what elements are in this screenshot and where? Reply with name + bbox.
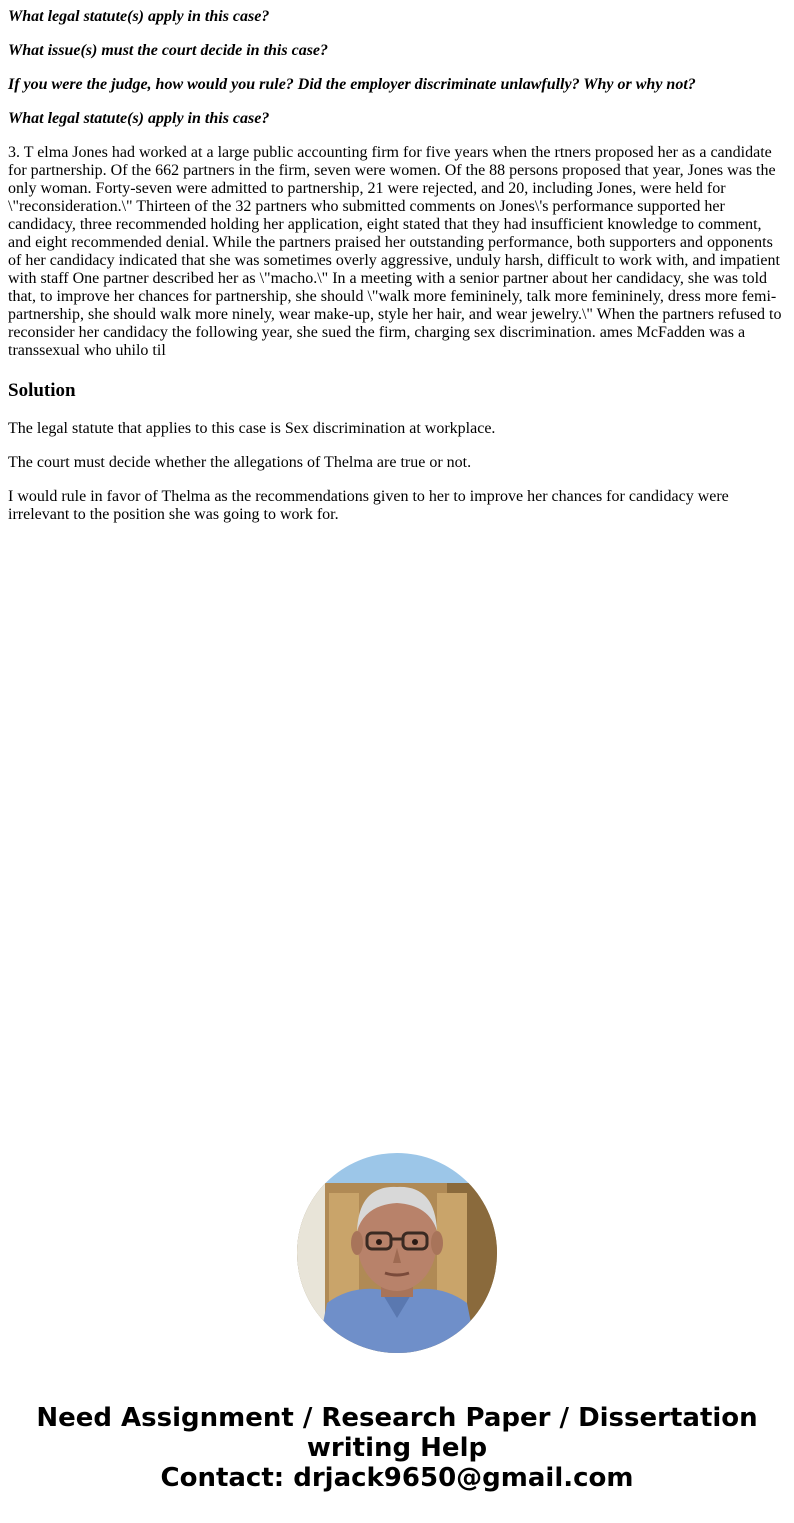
question-issues: What issue(s) must the court decide in this case? xyxy=(8,42,329,59)
document-body xyxy=(8,8,786,540)
avatar-portrait-icon xyxy=(297,1153,497,1353)
answer-issue: The court must decide whether the allegations of Thelma are true or not. xyxy=(8,454,472,471)
question-statutes-repeat: What legal statute(s) apply in this case? xyxy=(8,110,270,127)
promo-contact-email[interactable]: Contact: drjack9650@gmail.com xyxy=(160,1463,634,1493)
question-statutes: What legal statute(s) apply in this case? xyxy=(8,8,270,25)
answer-ruling: I would rule in favor of Thelma as the recommendations given to her to improve her chances for candidacy were irrelevant to the position she was going to work for. xyxy=(8,488,729,523)
contact-banner xyxy=(0,1403,794,1493)
promo-line-1: Need Assignment / Research Paper / Dissertation xyxy=(36,1403,758,1433)
promo-line-2: writing Help xyxy=(306,1433,488,1463)
solution-heading: Solution xyxy=(8,380,76,401)
question-ruling: If you were the judge, how would you rule? Did the employer discriminate unlawfully? Why or why not? xyxy=(8,76,696,93)
answer-statute: The legal statute that applies to this case is Sex discrimination at workplace. xyxy=(8,420,496,437)
case-description: 3. T elma Jones had worked at a large public accounting firm for five years when the rtners proposed her as a candidate for partnership. Of the 662 partners in the firm, seven were women. Of the 88 persons proposed that year, Jones was the only woman. Forty-seven were admitted to partnership, 21 were rejected, and 20, including Jones, were held for \"reconsideration.\" Thirteen of the 32 partners who submitted comments on Jones\'s performance supported her candidacy, three recommended holding her application, eight stated that they had insufficient knowledge to comment, and eight recommended denial. While the partners praised her outstanding performance, both supporters and opponents of her candidacy indicated that she was sometimes overly aggressive, unduly harsh, difficult to work with, and impatient with staff One partner described her as \"macho.\" In a meeting with a senior partner about her candidacy, she was told that, to improve her chances for partnership, she should \"walk more femininely, talk more femininely, dress more femi- partnership, she should walk more ninely, wear make-up, style her hair, and wear jewelry.\" When the partners refused to reconsider her candidacy the following year, she sued the firm, charging sex discrimination. ames McFadden was a transsexual who uhilo til xyxy=(8,144,782,359)
avatar xyxy=(297,1153,497,1353)
